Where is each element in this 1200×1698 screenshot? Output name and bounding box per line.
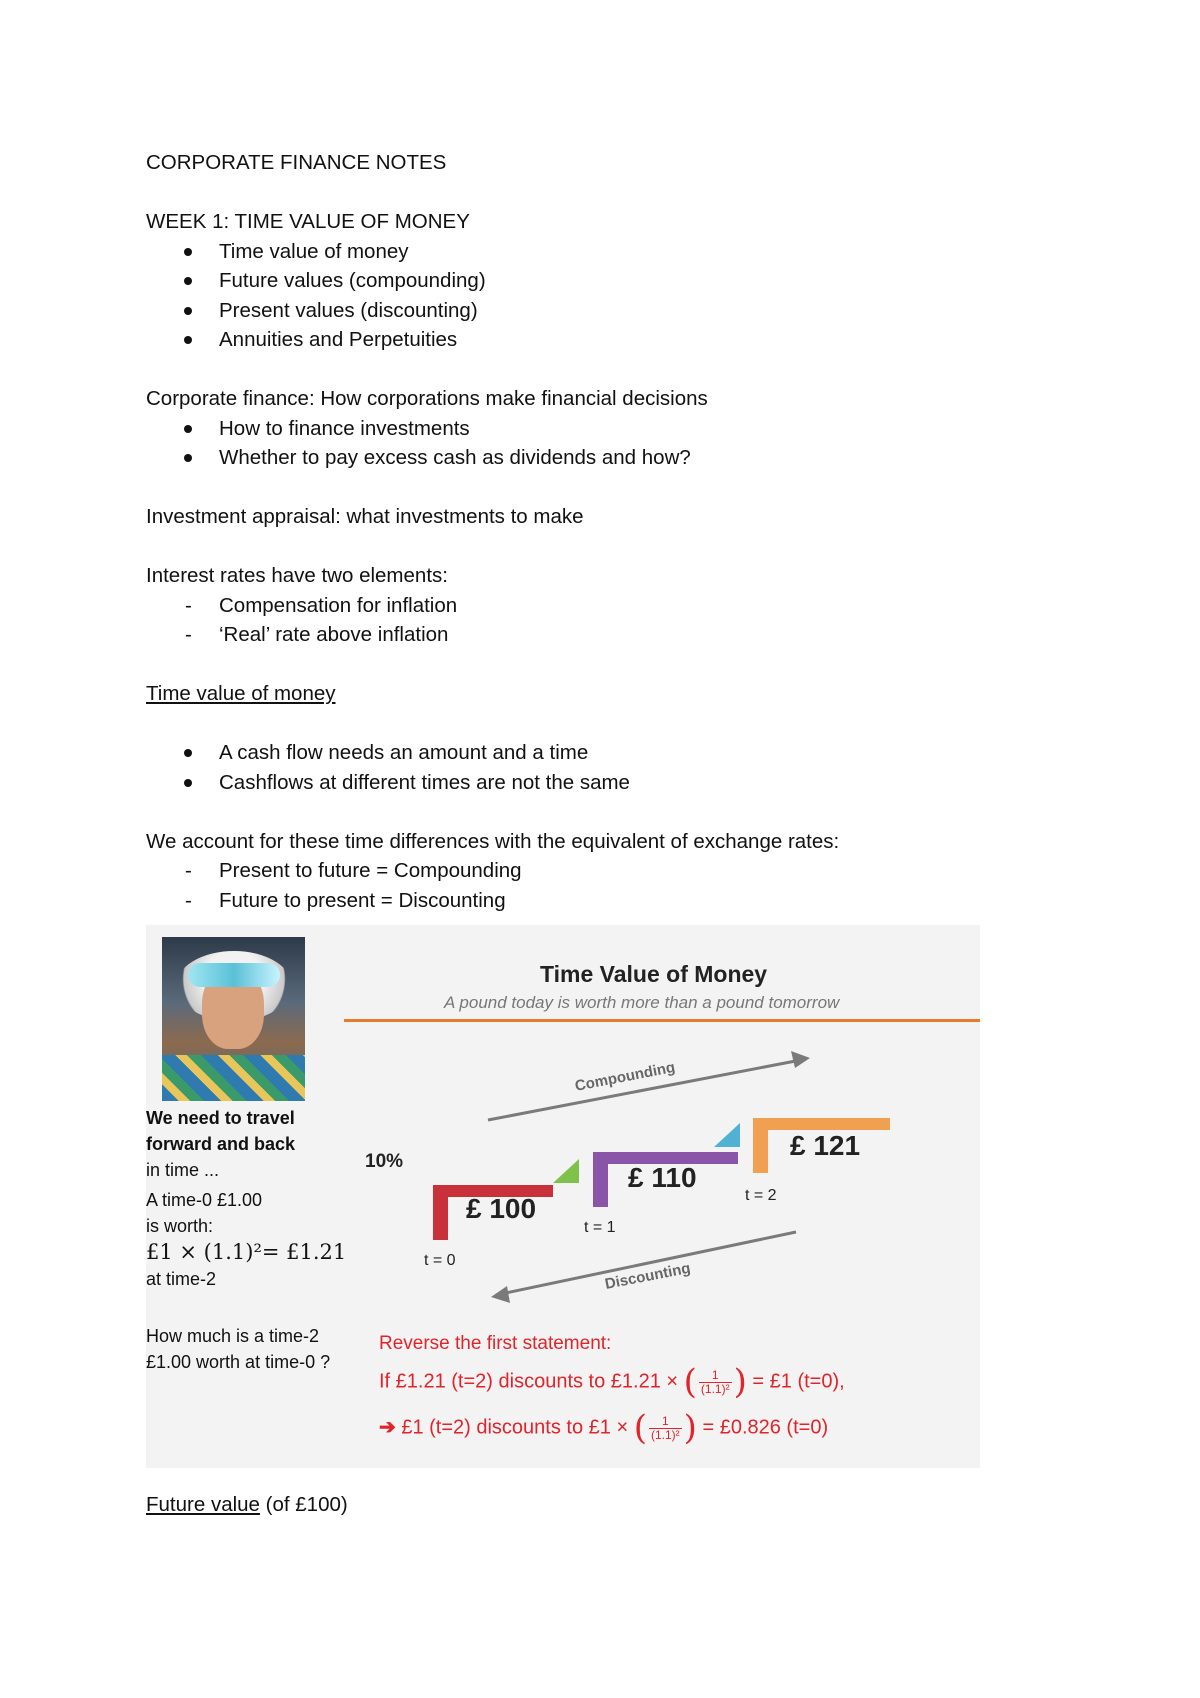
list-item: How to finance investments [146, 414, 1046, 444]
discounting-label: Discounting [603, 1259, 692, 1293]
compounding-arrowhead [791, 1051, 810, 1068]
step-top-t2 [753, 1118, 890, 1130]
caption-line: We need to travel [146, 1108, 295, 1128]
time-label-t2: t = 2 [745, 1187, 777, 1204]
step-triangle-green [553, 1159, 579, 1183]
tvm-list [146, 738, 1046, 797]
arrow-icon: ➔ [379, 1416, 396, 1439]
discounting-arrow [496, 1232, 796, 1295]
account-heading: We account for these time differences with the equivalent of exchange rates: [146, 829, 840, 853]
list-item: - Present to future = Compounding [146, 856, 1046, 886]
doc-title: CORPORATE FINANCE NOTES [146, 151, 447, 174]
figure-subtitle: A pound today is worth more than a pound tomorrow [444, 993, 840, 1012]
fraction: $\frac{1}{\text{(1.1)²}}$ [700, 1367, 730, 1396]
week-heading: WEEK 1: TIME VALUE OF MONEY [146, 210, 470, 233]
interest-rate: 10% [365, 1151, 404, 1172]
step-triangle-blue [714, 1123, 740, 1147]
future-value-suffix: (of £100) [259, 1493, 348, 1516]
corporate-finance-heading: Corporate finance: How corporations make financial decisions [146, 387, 708, 410]
list-item: - Future to present = Discounting [146, 886, 1046, 916]
list-item: - Compensation for inflation [146, 591, 1046, 621]
reverse-line-2: ➔ £1 (t=2) discounts to £1 × ( $\frac{1}{\text{(1.1)²}}$ ) = £0.826 (t=0) [379, 1408, 829, 1448]
list-item: Cashflows at different times are not the same [146, 768, 1046, 798]
reverse-heading: Reverse the first statement: [379, 1333, 612, 1354]
week-list [146, 237, 1046, 355]
discounting-arrowhead [491, 1286, 510, 1303]
account-list [146, 856, 1046, 915]
caption-line: is worth: [146, 1216, 214, 1236]
list-item: Present values (discounting) [146, 296, 1046, 326]
caption-line: £1.00 worth at time-0 ? [146, 1352, 331, 1372]
investment-appraisal: Investment appraisal: what investments to make [146, 505, 584, 528]
caption-line: at time-2 [146, 1269, 217, 1289]
notes-body [146, 148, 1046, 915]
compounding-label: Compounding [573, 1058, 677, 1095]
time-label-t0: t = 0 [424, 1252, 456, 1269]
caption-line: in time ... [146, 1160, 220, 1180]
time-label-t1: t = 1 [584, 1219, 616, 1236]
interest-heading: Interest rates have two elements: [146, 564, 448, 587]
list-item: Future values (compounding) [146, 266, 1046, 296]
reverse-line-1: If £1.21 (t=2) discounts to £1.21 × ( $\frac{1}{\text{(1.1)²}}$ ) = £1 (t=0), [379, 1362, 845, 1402]
list-item: Time value of money [146, 237, 1046, 267]
caption-line: How much is a time-2 [146, 1326, 320, 1346]
list-item: - ‘Real’ rate above inflation [146, 620, 1046, 650]
future-value-heading [146, 1490, 348, 1520]
fraction: $\frac{1}{\text{(1.1)²}}$ [650, 1413, 680, 1442]
corporate-finance-list [146, 414, 1046, 473]
list-item: Whether to pay excess cash as dividends and how? [146, 443, 1046, 473]
amount-t1: £ 110 [628, 1162, 697, 1193]
amount-t0: £ 100 [466, 1193, 537, 1224]
reverse-line-1-left: If £1.21 (t=2) discounts to £1.21 × [379, 1370, 679, 1393]
future-value-title: Future value [146, 1493, 260, 1516]
interest-list [146, 591, 1046, 650]
reverse-line-2-left: £1 (t=2) discounts to £1 × [401, 1416, 629, 1439]
tvm-figure [146, 925, 980, 1468]
caption-line: A time-0 £1.00 [146, 1190, 263, 1210]
figure-title: Time Value of Money [540, 961, 768, 987]
reverse-line-2-right: = £0.826 (t=0) [702, 1416, 829, 1439]
worth-formula: £1 × (1.1)²= £1.21 [146, 1240, 347, 1264]
tvm-heading: Time value of money [146, 682, 336, 705]
amount-t2: £ 121 [790, 1130, 861, 1161]
list-item: Annuities and Perpetuities [146, 325, 1046, 355]
caption-line: forward and back [146, 1134, 296, 1154]
list-item: A cash flow needs an amount and a time [146, 738, 1046, 768]
reverse-line-1-right: = £1 (t=0), [752, 1370, 845, 1393]
